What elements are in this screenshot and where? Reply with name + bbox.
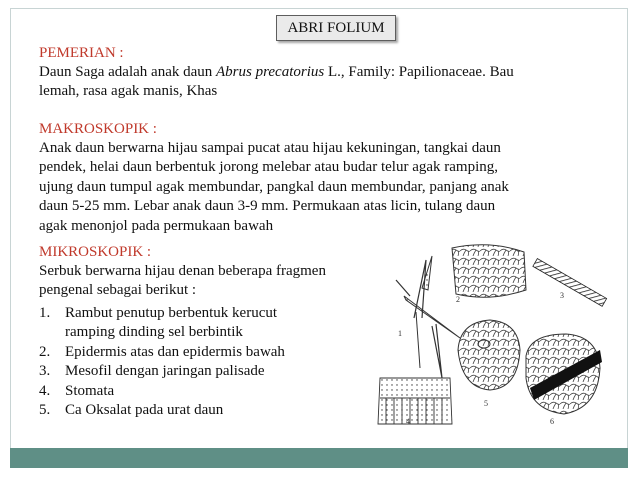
- makroskopik-heading: MAKROSKOPIK :: [39, 121, 157, 137]
- microscopy-figure: [360, 238, 610, 428]
- figure-label-3: 3: [560, 291, 564, 300]
- figure-label-4: 4: [406, 417, 410, 426]
- mikroskopik-heading: MIKROSKOPIK :: [39, 244, 152, 260]
- list-item: 1. Rambut penutup berbentuk kerucut ramping dinding sel berbintik: [39, 305, 278, 341]
- list-item: 5. Ca Oksalat pada urat daun: [39, 402, 224, 419]
- trichome-drawing: [396, 256, 460, 378]
- palisade-drawing: [378, 378, 452, 424]
- mesophyll-crystal-drawing: [526, 334, 602, 414]
- mikroskopik-list: [39, 304, 285, 420]
- oxalate-vein-drawing: [533, 259, 607, 307]
- figure-label-1: 1: [398, 329, 402, 338]
- figure-label-2: 2: [456, 295, 460, 304]
- mikroskopik-intro: Serbuk berwarna hijau denan beberapa fragmen pengenal sebagai berikut :: [39, 263, 326, 299]
- epidermis-drawing: [452, 245, 526, 297]
- list-item: 2. Epidermis atas dan epidermis bawah: [39, 343, 285, 360]
- bottom-accent-bar: [10, 448, 628, 468]
- slide-title: ABRI FOLIUM: [276, 15, 396, 41]
- stomata-drawing: [458, 320, 520, 390]
- list-item: 4. Stomata: [39, 382, 115, 399]
- list-item: 3. Mesofil dengan jaringan palisade: [39, 363, 265, 380]
- pemerian-heading: PEMERIAN :: [39, 45, 124, 61]
- pemerian-text: Daun Saga adalah anak daun Abrus precatorius L., Family: Papilionaceae. Bau lemah, rasa agak manis, Khas: [39, 64, 514, 100]
- figure-label-6: 6: [550, 417, 554, 426]
- makroskopik-text: Anak daun berwarna hijau sampai pucat atau hijau kekuningan, tangkai daun pendek, helai daun berbentuk jorong melebar atau budar telur agak ramping, ujung daun tumpul agak membundar, pangkal daun membundar, panjang anak daun 5-25 mm. Lebar anak daun 3-9 mm. Permukaan atas licin, tulang daun agak menonjol pada permukaan bawah: [39, 140, 509, 234]
- figure-label-5: 5: [484, 399, 488, 408]
- microscopy-illustration: [360, 238, 610, 428]
